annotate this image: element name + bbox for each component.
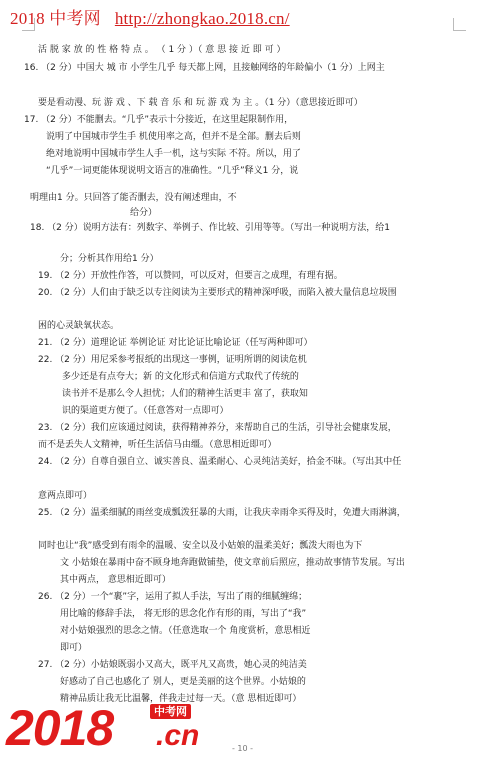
text-line: 好感动了自己也感化了 别人，更是美丽的这个世界。小姑娘的 xyxy=(60,677,306,687)
text-line: 24. （2 分）自尊自强自立、诚实善良、温柔耐心、心灵纯洁美好，拾金不昧。（写出其中任 xyxy=(38,457,402,467)
text-line: 活 脱 家 放 的 性 格 特 点 。 （ 1 分 ）（ 意 思 接 近 即 可 ） xyxy=(38,45,286,55)
text-line: 明理由1 分。只回答了能否删去，没有阐述理由，不 xyxy=(30,193,237,203)
site-url-link[interactable]: http://zhongkao.2018.cn/ xyxy=(114,9,290,28)
text-line: 16. （2 分）中国大 城 市 小学生几乎 每天都上网，且接触网络的年龄偏小（1 分）上网主 xyxy=(24,63,385,73)
crop-mark-top-left xyxy=(22,18,35,31)
text-line: 要是看动漫、玩 游 戏 、下 载 音 乐 和 玩 游 戏 为 主 。（1 分）（意思接近即可） xyxy=(38,98,363,108)
text-line: “几乎”一词更能体现说明文语言的准确性。“几乎”释义1 分，说 xyxy=(46,166,299,176)
text-line: 读书并不是那么令人担忧；人们的精神生活更丰 富了，获取知 xyxy=(62,389,308,399)
text-line: 26. （2 分）一个“裹”字，运用了拟人手法，写出了雨的细腻缠绵； xyxy=(38,592,308,602)
text-line: 绝对地说明中国城市学生人手一机，这与实际 不符。所以，用了 xyxy=(46,149,301,159)
text-line: 18. （2 分）说明方法有：列数字、举例子、作比较、引用等等。（写出一种说明方法，给1 xyxy=(30,223,390,233)
text-line: 23. （2 分）我们应该通过阅读，获得精神养分，来帮助自己的生活，引导社会健康发展， xyxy=(38,423,397,433)
site-name: 2018 中考网 xyxy=(10,9,101,28)
text-line: 识的渠道更方便了。（任意答对一点即可） xyxy=(62,406,229,416)
text-line: 而不是丢失人文精神，听任生活信马由缰。（意思相近即可） xyxy=(38,440,277,450)
text-line: 20. （2 分）人们由于缺乏以专注阅读为主要形式的精神深呼吸，而陷入被大量信息垃圾围 xyxy=(38,288,397,298)
text-line: 17. （2 分）不能删去。“几乎”表示十分接近，在这里起限制作用， xyxy=(24,115,294,125)
text-line: 精神品质让我无比温馨，伴我走过每一天。（意 思相近即可） xyxy=(60,694,302,704)
text-line: 其中两点， 意思相近即可） xyxy=(60,575,171,585)
text-line: 同时也让“我”感受到有雨伞的温暖、安全以及小姑娘的温柔美好；瓢泼大雨也为下 xyxy=(38,541,363,551)
text-line: 对小姑娘强烈的思念之情。（任意选取一个 角度赏析，意思相近 xyxy=(60,626,311,636)
text-line: 说明了中国城市学生手 机使用率之高，但并不是全部。删去后则 xyxy=(46,132,301,142)
text-line: 分；分析其作用给1 分） xyxy=(60,254,159,264)
text-line: 困的心灵缺氧状态。 xyxy=(38,321,120,331)
text-line: 25. （2 分）温柔细腻的雨丝变成瓢泼狂暴的大雨，让我庆幸雨伞买得及时，免遭大雨淋漓， xyxy=(38,508,406,518)
text-line: 22. （2 分）用尼采参考报纸的出现这一事例，证明所谓的阅读危机 xyxy=(38,355,307,365)
crop-mark-top-right xyxy=(453,18,466,31)
text-line: 多少还是有点夸大；新 的文化形式和信道方式取代了传统的 xyxy=(62,372,299,382)
logo-year: 2018 xyxy=(6,700,114,756)
text-line: 文 小姑娘在暴雨中奋不顾身地奔跑做铺垫，使文章前后照应，推动故事情节发展。写出 xyxy=(60,558,405,568)
page-number: - 10 - xyxy=(231,744,254,753)
logo-domain: .cn xyxy=(156,719,200,752)
text-line: 即可） xyxy=(60,643,88,653)
text-line: 21. （2 分）道理论证 举例论证 对比论证比喻论证（任写两种即可） xyxy=(38,338,313,348)
text-line: 27. （2 分）小姑娘既弱小又高大，既平凡又高贵，她心灵的纯洁美 xyxy=(38,660,307,670)
text-line: 用比喻的修辞手法， 将无形的思念化作有形的雨，写出了“我” xyxy=(60,609,307,619)
text-line: 给分） xyxy=(130,208,158,218)
site-watermark xyxy=(10,4,290,29)
logo-badge: 中考网 xyxy=(150,704,191,719)
text-line: 19. （2 分）开放性作答，可以赞同，可以反对，但要言之成理，有理有据。 xyxy=(38,271,343,281)
text-line: 意两点即可） xyxy=(38,491,93,501)
